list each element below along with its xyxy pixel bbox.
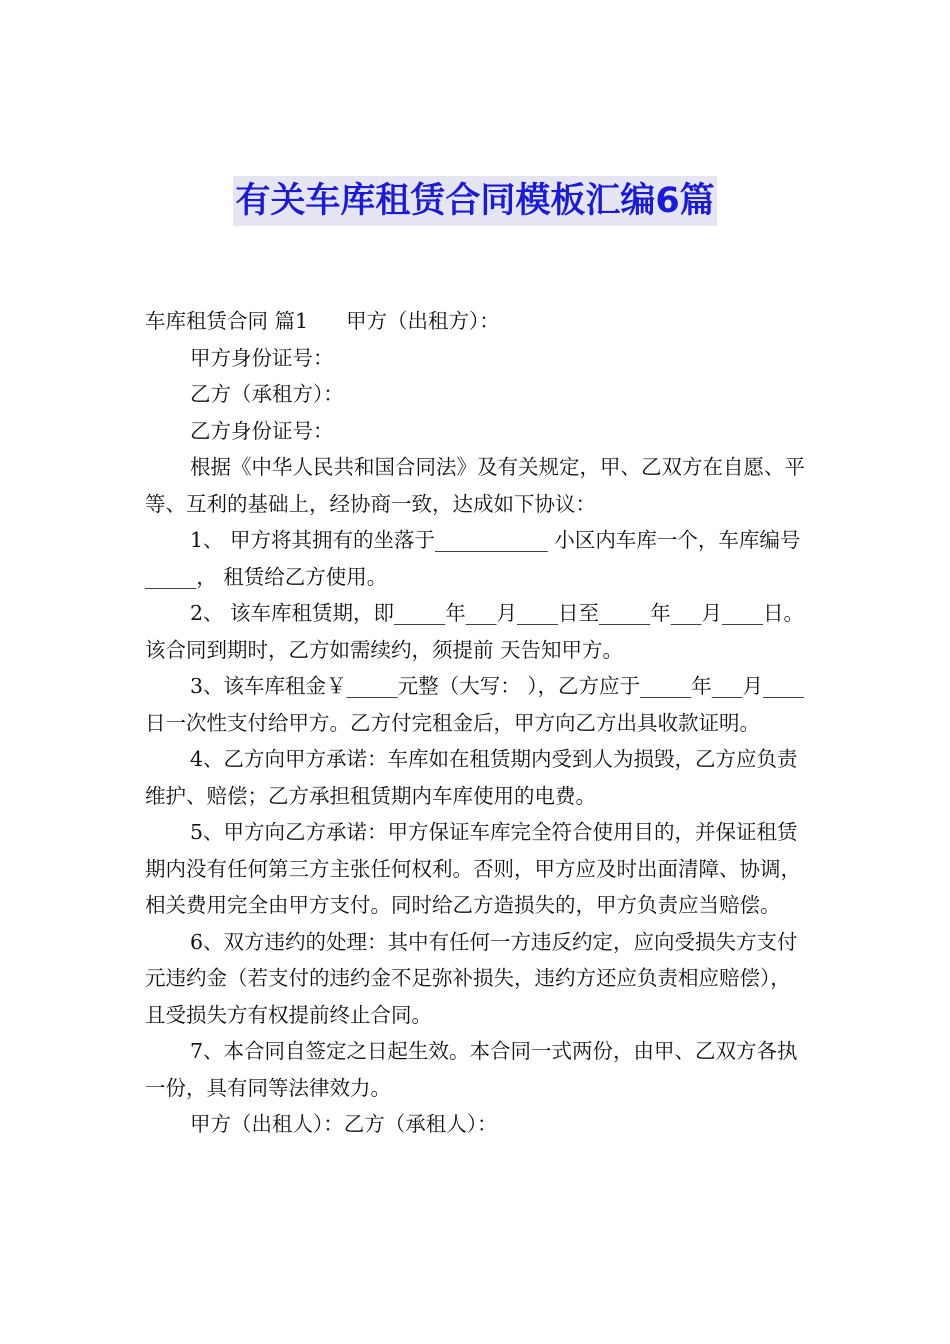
document-title: 有关车库租赁合同模板汇编6篇 bbox=[233, 176, 716, 226]
clause-5: 5、甲方向乙方承诺：甲方保证车库完全符合使用目的，并保证租赁期内没有任何第三方主张任何权利。否则，甲方应及时出面清障、协调，相关费用完全由甲方支付。同时给乙方造损失的，甲方负责应当赔偿。 bbox=[145, 820, 801, 917]
clause-6: 6、双方违约的处理：其中有任何一方违反约定，应向受损失方支付元违约金（若支付的违约金不足弥补损失，违约方还应负责相应赔偿），且受损失方有权提前终止合同。 bbox=[145, 929, 798, 1027]
paragraph-preamble: 根据《中华人民共和国合同法》及有关规定，甲、乙双方在自愿、平等、互利的基础上，经协商一致，达成如下协议： bbox=[145, 455, 805, 516]
paragraph-party-b: 乙方（承租方）： bbox=[190, 382, 344, 406]
party-a-label: 甲方（出租方）： bbox=[346, 309, 500, 333]
clause-2: 2、 该车库租赁期，即_____年___月____日至_____年___月____日。 该合同到期时，乙方如需续约，须提前 天告知甲方。 bbox=[145, 601, 805, 662]
document-body bbox=[145, 303, 810, 1143]
paragraph-party-b-id: 乙方身份证号： bbox=[190, 418, 334, 443]
document-title-container bbox=[0, 176, 950, 226]
contract-heading: 车库租赁合同 篇1 bbox=[145, 309, 309, 333]
clause-1: 1、 甲方将其拥有的坐落于___________ 小区内车库一个，车库编号_____， 租赁给乙方使用。 bbox=[145, 528, 801, 589]
signature-line: 甲方（出租人）：乙方（承租人）： bbox=[190, 1112, 498, 1136]
paragraph-party-a-id: 甲方身份证号： bbox=[190, 345, 334, 370]
clause-3: 3、该车库租金￥_____元整（大写： ），乙方应于_____年___月____日一次性支付给甲方。乙方付完租金后，甲方向乙方出具收款证明。 bbox=[145, 674, 805, 735]
clause-7: 7、本合同自签定之日起生效。本合同一式两份，由甲、乙双方各执一份，具有同等法律效力。 bbox=[145, 1039, 798, 1100]
contract-heading-line bbox=[145, 303, 810, 340]
clause-4: 4、乙方向甲方承诺：车库如在租赁期内受到人为损毁，乙方应负责维护、赔偿；乙方承担租赁期内车库使用的电费。 bbox=[145, 747, 798, 808]
